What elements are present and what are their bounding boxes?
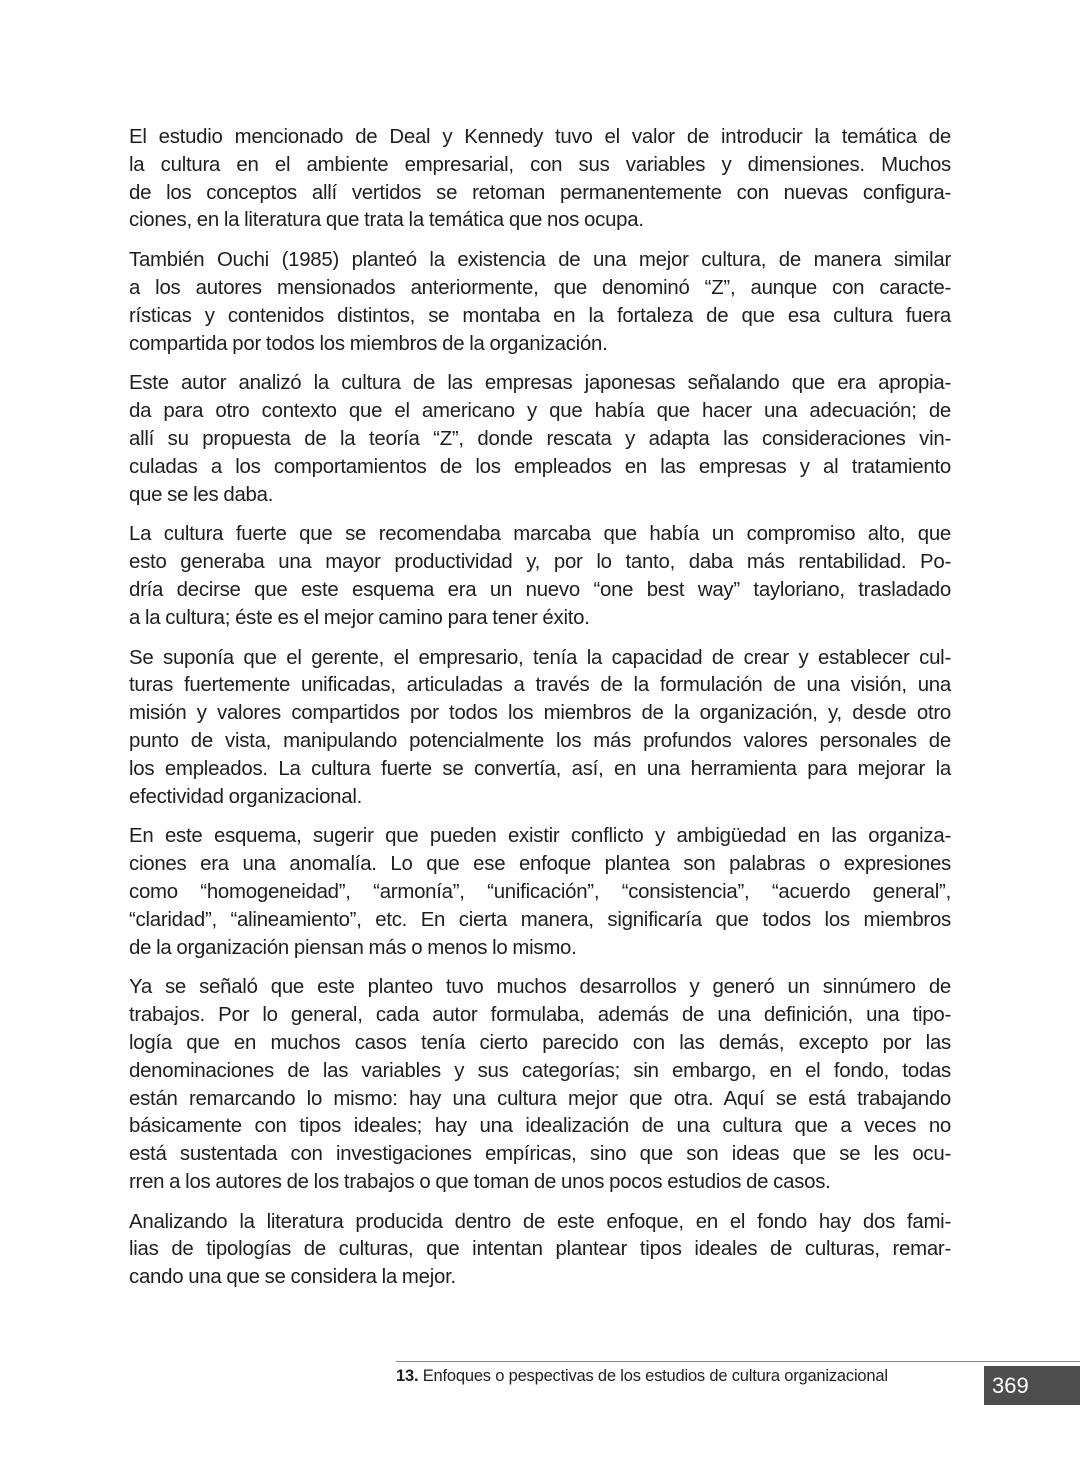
text-line: como “homogeneidad”, “armonía”, “unificación”, “consistencia”, “acuerdo general”,: [129, 880, 951, 903]
text-line: la cultura en el ambiente empresarial, con sus variables y dimensiones. Muchos: [129, 153, 951, 176]
text-line: ciones, en la literatura que trata la temática que nos ocupa.: [129, 209, 644, 232]
text-line: efectividad organizacional.: [129, 785, 363, 808]
text-line: rren a los autores de los trabajos o que toman de unos pocos estudios de casos.: [129, 1170, 831, 1193]
text-line: está sustentada con investigaciones empíricas, sino que son ideas que se les ocu-: [129, 1143, 951, 1166]
text-line: punto de vista, manipulando potencialmente los más profundos valores personales de: [129, 729, 951, 752]
text-line: turas fuertemente unificadas, articuladas a través de la formulación de una visión, una: [129, 674, 951, 697]
text-line: rísticas y contenidos distintos, se montaba en la fortaleza de que esa cultura fuera: [129, 304, 951, 327]
text-line: Se suponía que el gerente, el empresario, tenía la capacidad de crear y establecer cul-: [129, 646, 951, 669]
text-line: esto generaba una mayor productividad y, por lo tanto, daba más rentabilidad. Po-: [129, 551, 951, 574]
chapter-title: Enfoques o pespectivas de los estudios de cultura organizacional: [418, 1367, 888, 1385]
text-line: En este esquema, sugerir que pueden existir conflicto y ambigüedad en las organiza-: [129, 825, 951, 848]
text-line: denominaciones de las variables y sus categorías; sin embargo, en el fondo, todas: [129, 1059, 951, 1082]
text-line: cando una que se considera la mejor.: [129, 1266, 456, 1289]
text-line: culadas a los comportamientos de los empleados en las empresas y al tratamiento: [129, 455, 951, 478]
text-line: los empleados. La cultura fuerte se convertía, así, en una herramienta para mejorar la: [129, 757, 951, 780]
text-line: lias de tipologías de culturas, que intentan plantear tipos ideales de culturas, remar-: [129, 1238, 951, 1261]
text-line: que se les daba.: [129, 483, 274, 506]
paragraph-1: [129, 124, 951, 235]
text-line: logía que en muchos casos tenía cierto parecido con las demás, excepto por las: [129, 1031, 951, 1054]
paragraph-6: [129, 823, 951, 962]
text-line: dría decirse que este esquema era un nuevo “one best way” tayloriano, trasladado: [129, 578, 951, 601]
text-line: misión y valores compartidos por todos los miembros de la organización, y, desde otro: [129, 702, 951, 725]
text-line: También Ouchi (1985) planteó la existencia de una mejor cultura, de manera similar: [129, 249, 951, 272]
page-number-badge: [984, 1366, 1080, 1405]
text-line: “claridad”, “alineamiento”, etc. En cierta manera, significaría que todos los miembros: [129, 908, 951, 931]
paragraph-8: [129, 1209, 951, 1292]
text-line: Analizando la literatura producida dentro de este enfoque, en el fondo hay dos fami-: [129, 1210, 951, 1233]
text-line: allí su propuesta de la teoría “Z”, donde rescata y adapta las consideraciones vin-: [129, 427, 951, 450]
text-line: El estudio mencionado de Deal y Kennedy tuvo el valor de introducir la temática de: [129, 126, 951, 148]
text-line: da para otro contexto que el americano y que había que hacer una adecuación; de: [129, 400, 951, 423]
text-line: La cultura fuerte que se recomendaba marcaba que había un compromiso alto, que: [129, 523, 951, 546]
paragraph-4: [129, 521, 951, 632]
text-line: de la organización piensan más o menos lo mismo.: [129, 936, 577, 959]
paragraph-7: [129, 974, 951, 1196]
text-line: están remarcando lo mismo: hay una cultura mejor que otra. Aquí se está trabajando: [129, 1087, 951, 1110]
chapter-number: 13.: [396, 1367, 419, 1385]
page-number: 369: [992, 1373, 1029, 1398]
text-line: a la cultura; éste es el mejor camino para tener éxito.: [129, 606, 590, 629]
paragraph-5: [129, 645, 951, 812]
paragraph-3: [129, 370, 951, 509]
text-line: Este autor analizó la cultura de las empresas japonesas señalando que era apropia-: [129, 372, 951, 395]
text-line: Ya se señaló que este planteo tuvo muchos desarrollos y generó un sinnúmero de: [129, 976, 951, 999]
text-line: básicamente con tipos ideales; hay una idealización de una cultura que a veces no: [129, 1115, 951, 1138]
running-footer: [396, 1366, 888, 1386]
text-line: ciones era una anomalía. Lo que ese enfoque plantea son palabras o expresiones: [129, 853, 951, 876]
text-line: compartida por todos los miembros de la organización.: [129, 332, 608, 355]
footer-divider: [396, 1361, 1080, 1362]
text-line: a los autores mensionados anteriormente, que denominó “Z”, aunque con caracte-: [129, 276, 951, 299]
page-body: [129, 124, 951, 1304]
paragraph-2: [129, 247, 951, 358]
text-line: de los conceptos allí vertidos se retoman permanentemente con nuevas configura-: [129, 181, 951, 204]
text-line: trabajos. Por lo general, cada autor formulaba, además de una definición, una tipo-: [129, 1004, 951, 1027]
